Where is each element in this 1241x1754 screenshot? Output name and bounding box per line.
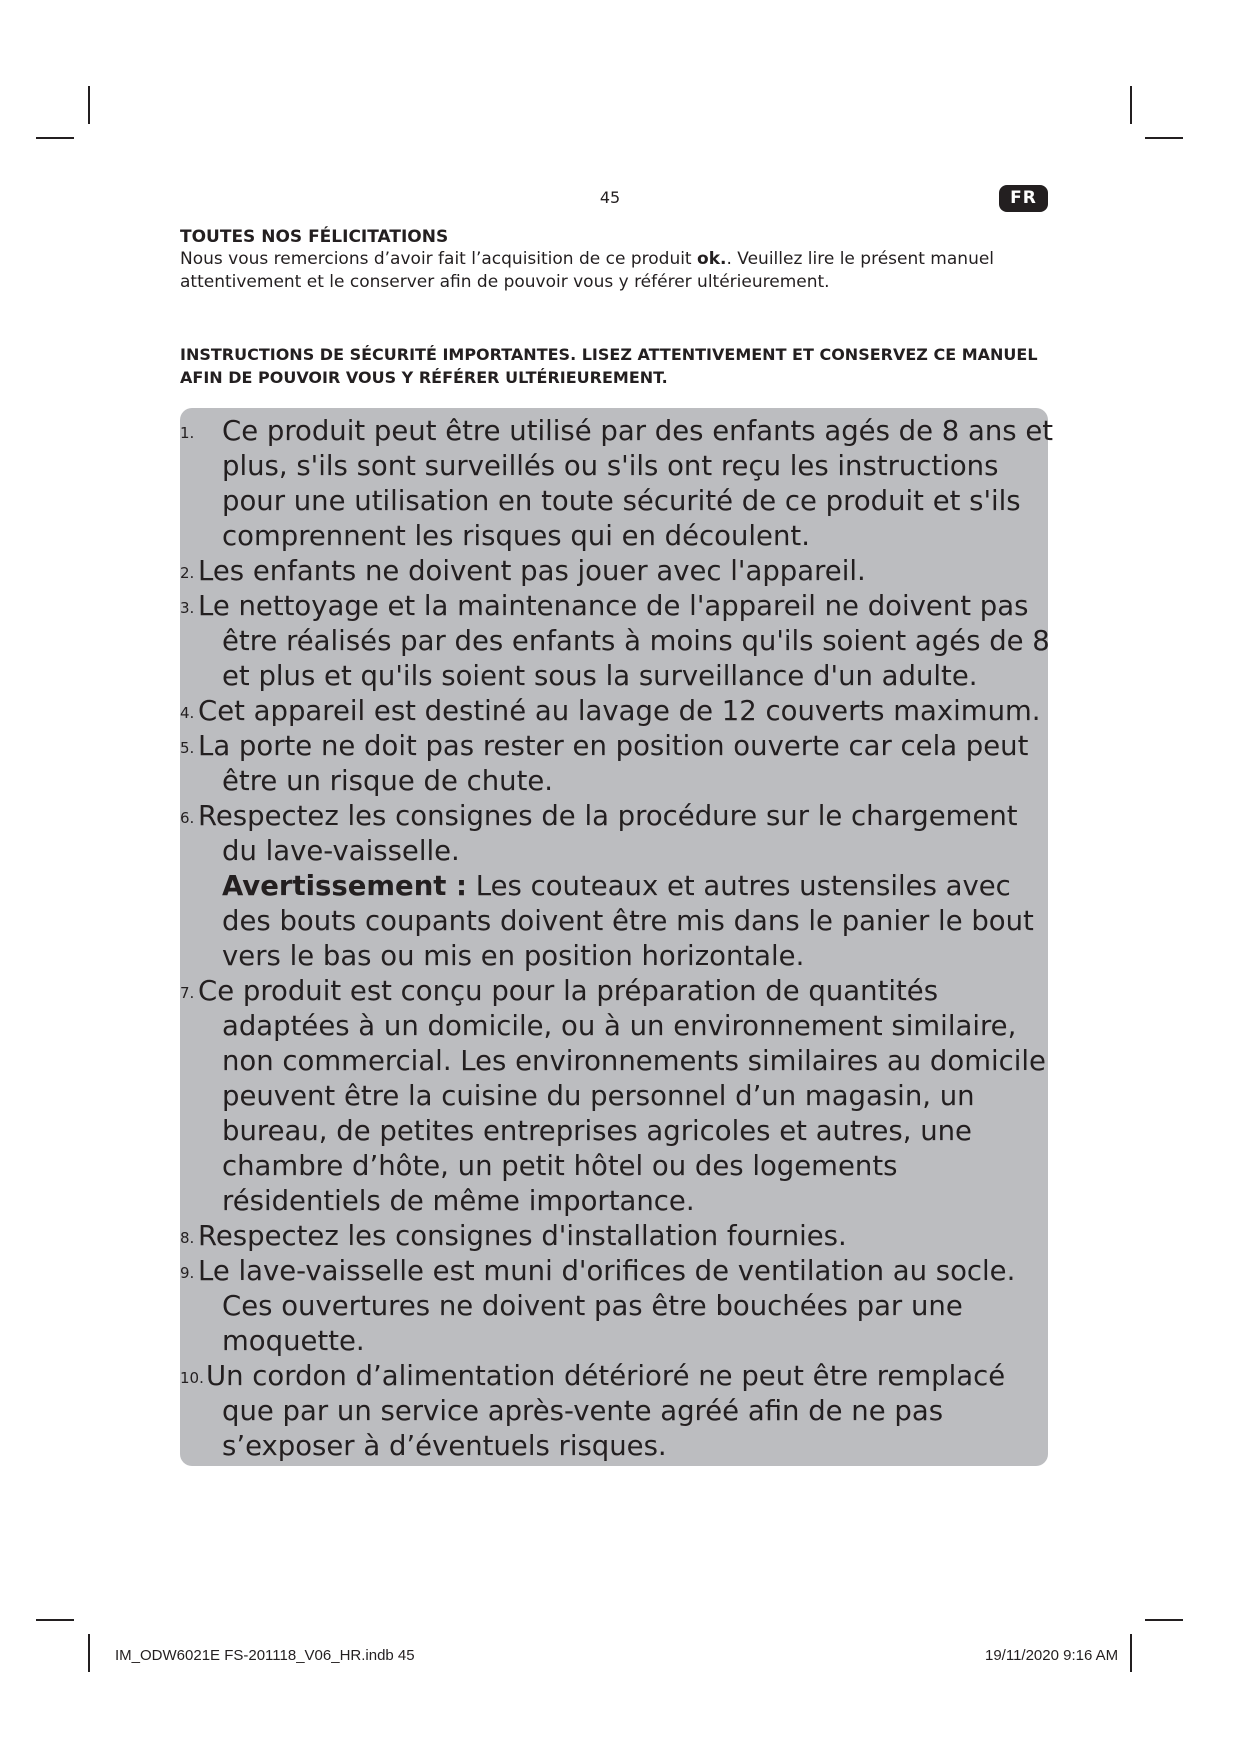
list-item-number: 3. xyxy=(180,599,195,617)
list-item-number: 4. xyxy=(180,704,195,722)
list-item-number: 9. xyxy=(180,1264,195,1282)
list-item-text-continued: être un risque de chute. xyxy=(222,765,554,797)
list-item-number: 6. xyxy=(180,809,195,827)
list-item-text: Cet appareil est destiné au lavage de 12 couverts maximum. xyxy=(198,695,1041,727)
warning-note xyxy=(198,869,1056,974)
list-item-text: Respectez les consignes d'installation fournies. xyxy=(198,1220,847,1252)
list-item-text: Le lave-vaisselle est muni d'orifices de ventilation au socle. xyxy=(198,1255,1016,1287)
list-item-number: 10. xyxy=(180,1369,204,1387)
footer-date: 19/11/2020 9:16 AM xyxy=(985,1647,1119,1664)
list-item-text: Respectez les consignes de la procédure sur le chargement xyxy=(198,800,1018,832)
list-item-number: 8. xyxy=(180,1229,195,1247)
list-item-text-continued: adaptées à un domicile, ou à un environnement similaire, non commercial. Les environnements similaires au domicile peuvent être la cuisine du personnel d’un magasin, un bureau, de petites entreprises agricoles et autres, une chambre d’hôte, un petit hôtel ou des logements résidentiels de même importance. xyxy=(222,1010,1046,1217)
list-item xyxy=(180,589,1056,694)
crop-mark-top-left-horizontal xyxy=(36,137,74,139)
list-item-text: Ce produit est conçu pour la préparation de quantités xyxy=(198,975,939,1007)
crop-mark-top-right-horizontal xyxy=(1145,137,1183,139)
list-item-number: 2. xyxy=(180,564,195,582)
brand-name: ok. xyxy=(697,249,727,269)
intro-text-before: Nous vous remercions d’avoir fait l’acquisition de ce produit xyxy=(180,249,698,269)
list-item xyxy=(180,974,1056,1219)
crop-mark-top-right-vertical xyxy=(1130,86,1132,124)
list-item xyxy=(180,1254,1056,1359)
list-item-text-continued: du lave-vaisselle. xyxy=(222,835,460,867)
list-item xyxy=(180,1219,1056,1254)
list-item-text: La porte ne doit pas rester en position ouverte car cela peut xyxy=(198,730,1029,762)
crop-mark-top-left-vertical xyxy=(88,86,90,124)
intro-title: TOUTES NOS FÉLICITATIONS xyxy=(180,227,449,247)
list-item-text: Un cordon d’alimentation détérioré ne peut être remplacé xyxy=(206,1360,1006,1392)
language-badge: FR xyxy=(999,185,1048,212)
safety-instructions-list xyxy=(180,414,1056,1464)
list-item-text: Les enfants ne doivent pas jouer avec l'appareil. xyxy=(198,555,866,587)
list-item xyxy=(180,1359,1056,1464)
footer-file-name: IM_ODW6021E FS-201118_V06_HR.indb 45 xyxy=(115,1647,415,1664)
crop-mark-bottom-left-vertical xyxy=(88,1634,90,1672)
list-item xyxy=(180,554,1056,589)
list-item-text: Le nettoyage et la maintenance de l'appareil ne doivent pas xyxy=(198,590,1029,622)
list-item xyxy=(180,414,1056,554)
warning-label: Avertissement : xyxy=(222,870,468,902)
list-item xyxy=(180,729,1056,799)
list-item-number: 7. xyxy=(180,984,195,1002)
list-item-number: 5. xyxy=(180,739,195,757)
crop-mark-bottom-right-horizontal xyxy=(1145,1619,1183,1621)
list-item-text-continued: Ces ouvertures ne doivent pas être bouchées par une moquette. xyxy=(222,1290,963,1357)
list-item xyxy=(180,799,1056,974)
intro-text xyxy=(180,248,1040,294)
intro-section xyxy=(180,226,1040,294)
safety-heading: INSTRUCTIONS DE SÉCURITÉ IMPORTANTES. LISEZ ATTENTIVEMENT ET CONSERVEZ CE MANUEL AFIN DE POUVOIR VOUS Y RÉFÉRER ULTÉRIEUREMENT. xyxy=(180,345,1038,387)
list-item-text: Ce produit peut être utilisé par des enfants agés de 8 ans et plus, s'ils sont surveillés ou s'ils ont reçu les instructions pour une utilisation en toute sécurité de ce produit et s'ils comprennent les risques qui en découlent. xyxy=(222,415,1054,552)
crop-mark-bottom-left-horizontal xyxy=(36,1619,74,1621)
list-item xyxy=(180,694,1056,729)
list-item-text-continued: que par un service après-vente agréé afin de ne pas s’exposer à d’éventuels risques. xyxy=(222,1395,944,1462)
warning-text: Les couteaux et autres ustensiles avec des bouts coupants doivent être mis dans le panier le bout vers le bas ou mis en position horizontale. xyxy=(222,870,1034,972)
intro-text-after: . Veuillez lire le présent manuel attentivement et le conserver afin de pouvoir vous y référer ultérieurement. xyxy=(180,249,995,292)
list-item-text-continued: être réalisés par des enfants à moins qu'ils soient agés de 8 et plus et qu'ils soient sous la surveillance d'un adulte. xyxy=(222,625,1050,692)
crop-mark-bottom-right-vertical xyxy=(1130,1634,1132,1672)
page-number: 45 xyxy=(599,188,621,207)
list-item-number: 1. xyxy=(180,424,195,442)
